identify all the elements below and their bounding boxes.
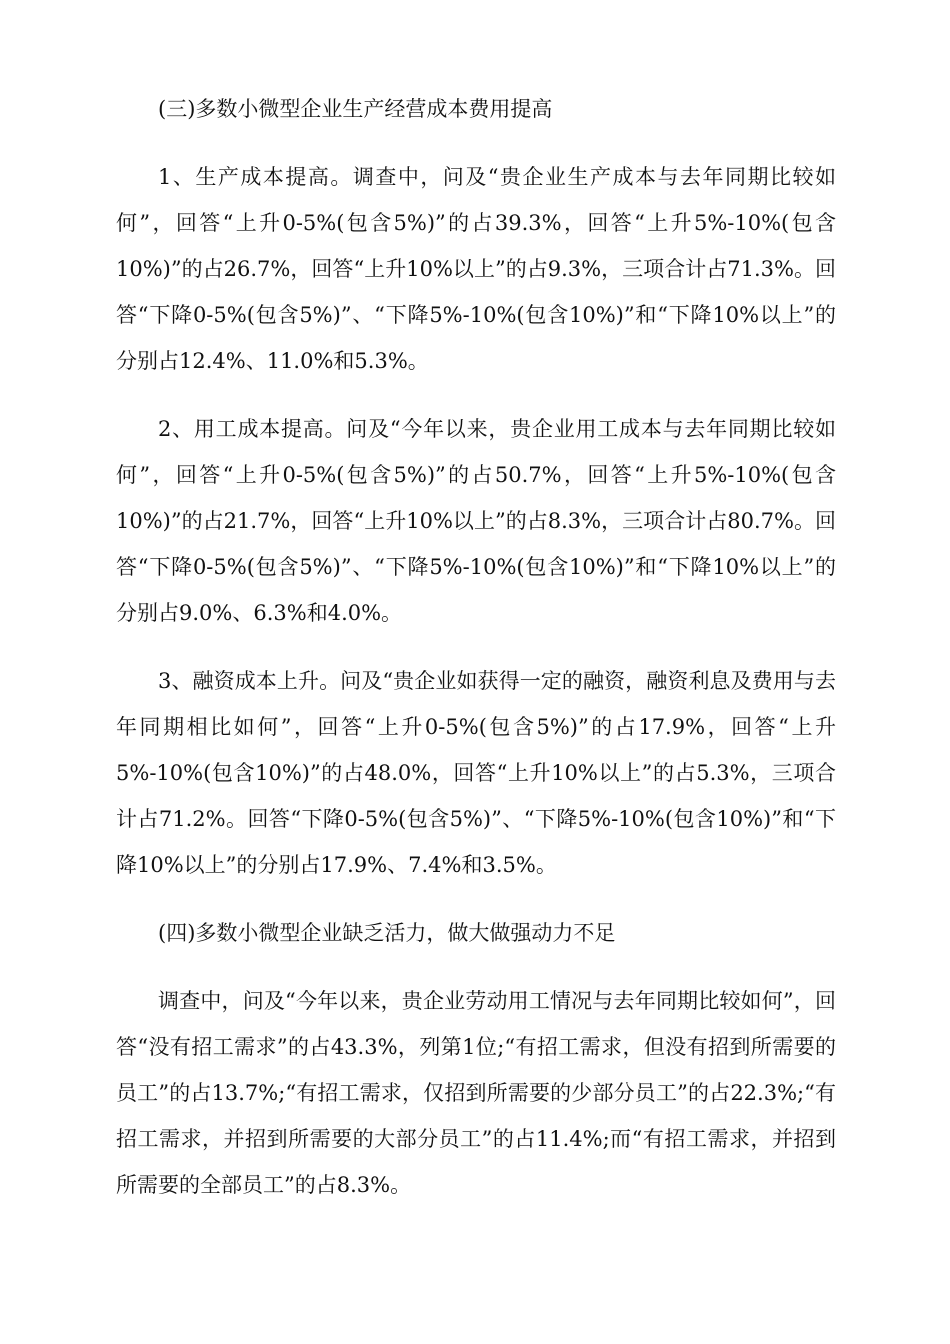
section-heading-3: (三)多数小微型企业生产经营成本费用提高 [158,97,553,121]
paragraph-production-cost: 1、生产成本提高。调查中，问及“贵企业生产成本与去年同期比较如何”，回答“上升0-5%(包含5%)”的占39.3%，回答“上升5%-10%(包含10%)”的占26.7%，回答“上升10%以上”的占9.3%，三项合计占71.3%。回答“下降0-5%(包含5%)”、“下降5%-10%(包含10%)”和“下降10%以上”的分别占12.4%、11.0%和5.3%。 [116,165,836,373]
paragraph-hiring: 调查中，问及“今年以来，贵企业劳动用工情况与去年同期比较如何”，回答“没有招工需求”的占43.3%，列第1位;“有招工需求，但没有招到所需要的员工”的占13.7%;“有招工需求，仅招到所需要的少部分员工”的占22.3%;“有招工需求，并招到所需要的大部分员工”的占11.4%;而“有招工需求，并招到所需要的全部员工”的占8.3%。 [116,989,836,1197]
paragraph-labor-cost: 2、用工成本提高。问及“今年以来，贵企业用工成本与去年同期比较如何”，回答“上升0-5%(包含5%)”的占50.7%，回答“上升5%-10%(包含10%)”的占21.7%，回答“上升10%以上”的占8.3%，三项合计占80.7%。回答“下降0-5%(包含5%)”、“下降5%-10%(包含10%)”和“下降10%以上”的分别占9.0%、6.3%和4.0%。 [116,417,836,625]
document-body [116,86,836,1230]
section-heading-4: (四)多数小微型企业缺乏活力，做大做强动力不足 [158,921,616,945]
paragraph-financing-cost: 3、融资成本上升。问及“贵企业如获得一定的融资，融资利息及费用与去年同期相比如何”，回答“上升0-5%(包含5%)”的占17.9%，回答“上升5%-10%(包含10%)”的占48.0%，回答“上升10%以上”的占5.3%，三项合计占71.2%。回答“下降0-5%(包含5%)”、“下降5%-10%(包含10%)”和“下降10%以上”的分别占17.9%、7.4%和3.5%。 [116,669,836,877]
